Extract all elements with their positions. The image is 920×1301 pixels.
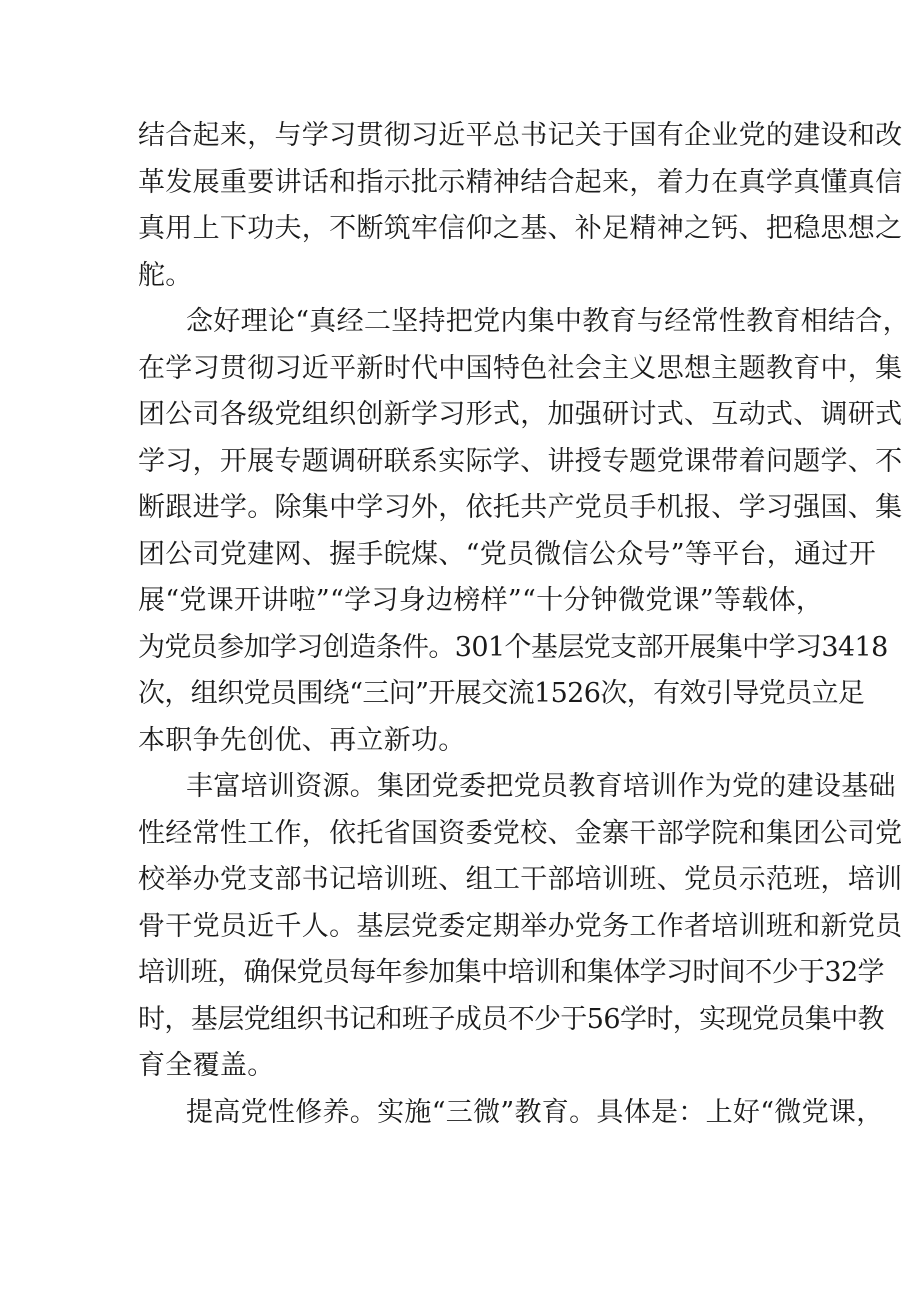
text-line: 真用上下功夫，不断筑牢信仰之基、补足精神之钙、把稳思想之 xyxy=(138,213,903,244)
text-line: 结合起来，与学习贯彻习近平总书记关于国有企业党的建设和改 xyxy=(138,120,903,151)
text-line: 为党员参加学习创造条件。301个基层党支部开展集中学习3418 xyxy=(138,631,888,663)
text-line: 团公司党建网、握手皖煤、“党员微信公众号”等平台，通过开 xyxy=(138,538,877,570)
text-line: 革发展重要讲话和指示批示精神结合起来，着力在真学真懂真信 xyxy=(138,166,903,198)
paragraph-start-line: 念好理论“真经二坚持把党内集中教育与经常性教育相结合， xyxy=(186,306,910,337)
paragraph-start-line: 丰富培训资源。集团党委把党员教育培训作为党的建设基础 xyxy=(186,771,896,802)
text-line: 培训班，确保党员每年参加集中培训和集体学习时间不少于32学 xyxy=(138,957,884,988)
text-line: 育全覆盖。 xyxy=(138,1050,275,1081)
text-line: 团公司各级党组织创新学习形式，加强研讨式、互动式、调研式 xyxy=(138,399,903,430)
document-body xyxy=(138,113,910,1136)
text-line: 在学习贯彻习近平新时代中国特色社会主义思想主题教育中，集 xyxy=(138,352,903,384)
paragraph-start-line: 提高党性修养。实施“三微”教育。具体是：上好“微党课， xyxy=(186,1096,884,1128)
text-line: 校举办党支部书记培训班、组工干部培训班、党员示范班，培训 xyxy=(138,864,903,895)
text-line: 展“党课开讲啦”“学习身边榜样”“十分钟微党课”等载体， xyxy=(138,585,824,616)
text-line: 时，基层党组织书记和班子成员不少于56学时，实现党员集中教 xyxy=(138,1003,884,1035)
text-line: 次，组织党员围绕“三问”开展交流1526次，有效引导党员立足 xyxy=(138,678,865,709)
text-line: 性经常性工作，依托省国资委党校、金寨干部学院和集团公司党 xyxy=(138,817,903,849)
text-line: 断跟进学。除集中学习外，依托共产党员手机报、学习强国、集 xyxy=(138,492,903,523)
text-line: 学习，开展专题调研联系实际学、讲授专题党课带着问题学、不 xyxy=(138,445,903,477)
text-line: 舵。 xyxy=(138,259,193,291)
text-line: 骨干党员近千人。基层党委定期举办党务工作者培训班和新党员 xyxy=(138,910,903,942)
text-line: 本职争先创优、再立新功。 xyxy=(138,724,466,756)
